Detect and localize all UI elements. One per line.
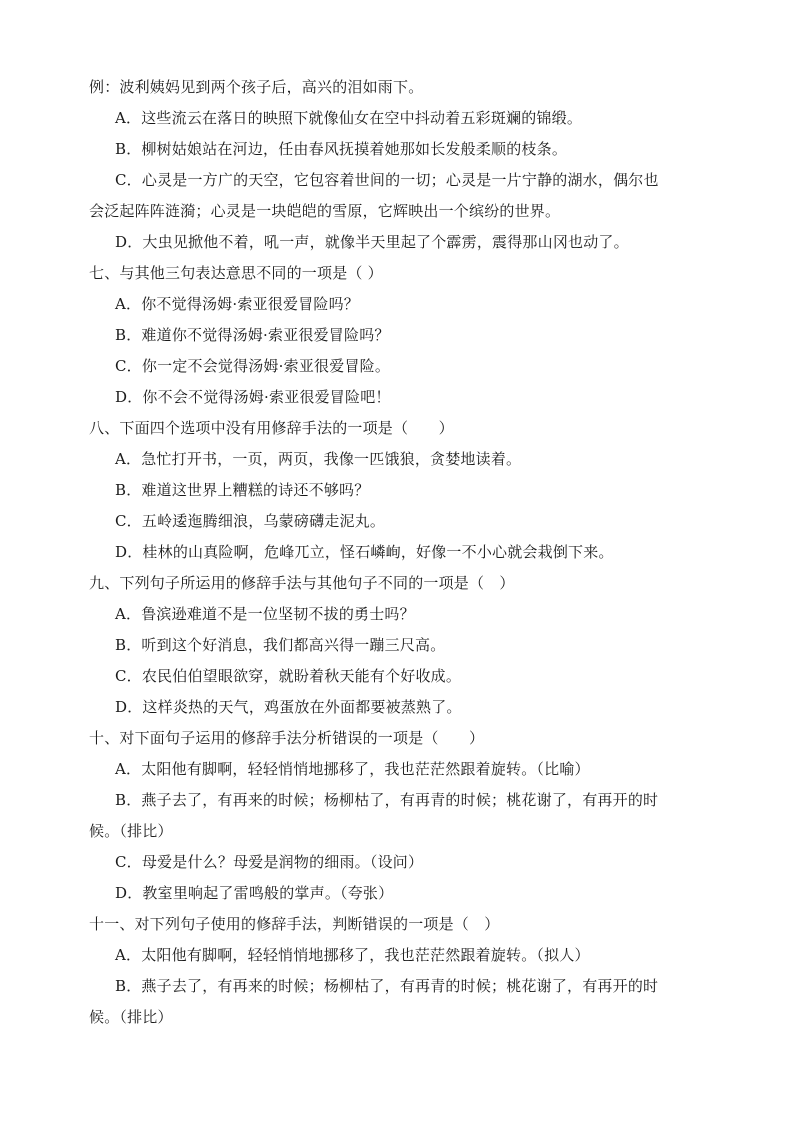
question-9-option-c: C．农民伯伯望眼欲穿，就盼着秋天能有个好收成。 [115, 667, 462, 685]
question-10-option-b: B．燕子去了，有再来的时候；杨柳枯了，有再青的时候；桃花谢了，有再开的时 [115, 791, 659, 809]
question-7-option-c: C．你一定不会觉得汤姆·索亚很爱冒险。 [115, 357, 391, 375]
example-option-d: D．大虫见掀他不着，吼一声，就像半天里起了个霹雳，震得那山冈也动了。 [115, 233, 629, 251]
example-line: 例：波利姨妈见到两个孩子后，高兴的泪如雨下。 [89, 78, 424, 96]
page-content [89, 72, 709, 1033]
question-10-option-b-continued: 候。（排比） [89, 822, 173, 840]
example-option-a: A．这些流云在落日的映照下就像仙女在空中抖动着五彩斑斓的锦缎。 [115, 109, 583, 127]
question-11-option-b: B．燕子去了，有再来的时候；杨柳枯了，有再青的时候；桃花谢了，有再开的时 [115, 977, 659, 995]
question-10-option-c: C．母爱是什么？母爱是润物的细雨。（设问） [115, 853, 424, 871]
question-7-stem: 七、与其他三句表达意思不同的一项是（ ） [89, 264, 383, 282]
question-11-option-b-continued: 候。（排比） [89, 1008, 173, 1026]
question-7-option-a: A．你不觉得汤姆·索亚很爱冒险吗？ [115, 295, 360, 313]
question-10-option-a: A．太阳他有脚啊，轻轻悄悄地挪移了，我也茫茫然跟着旋转。（比喻） [115, 760, 590, 778]
question-8-option-b: B．难道这世界上糟糕的诗还不够吗？ [115, 481, 370, 499]
question-10-option-d: D．教室里响起了雷鸣般的掌声。（夸张） [115, 884, 394, 902]
question-8-stem: 八、下面四个选项中没有用修辞手法的一项是（ ） [89, 419, 454, 437]
question-7-option-b: B．难道你不觉得汤姆·索亚很爱冒险吗？ [115, 326, 390, 344]
question-8-option-c: C．五岭逶迤腾细浪，乌蒙磅礴走泥丸。 [115, 512, 386, 530]
question-7-option-d: D．你不会不觉得汤姆·索亚很爱冒险吧！ [115, 388, 391, 406]
example-option-b: B．柳树姑娘站在河边，任由春风抚摸着她那如长发般柔顺的枝条。 [115, 140, 568, 158]
example-option-c-continued: 会泛起阵阵涟漪；心灵是一块皑皑的雪原，它辉映出一个缤纷的世界。 [89, 202, 561, 220]
question-8-option-a: A．急忙打开书，一页，两页，我像一匹饿狼，贪婪地读着。 [115, 450, 522, 468]
question-9-option-b: B．听到这个好消息，我们都高兴得一蹦三尺高。 [115, 636, 446, 654]
question-9-option-a: A．鲁滨逊难道不是一位坚韧不拔的勇士吗？ [115, 605, 415, 623]
question-11-option-a: A．太阳他有脚啊，轻轻悄悄地挪移了，我也茫茫然跟着旋转。（拟人） [115, 946, 590, 964]
example-option-c: C．心灵是一方广的天空，它包容着世间的一切；心灵是一片宁静的湖水，偶尔也 [115, 171, 659, 189]
question-11-stem: 十一、对下列句子使用的修辞手法，判断错误的一项是（ ） [89, 915, 500, 933]
question-9-stem: 九、下列句子所运用的修辞手法与其他句子不同的一项是（ ） [89, 574, 515, 592]
question-8-option-d: D．桂林的山真险啊，危峰兀立，怪石嶙峋，好像一不小心就会栽倒下来。 [115, 543, 614, 561]
question-9-option-d: D．这样炎热的天气，鸡蛋放在外面都要被蒸熟了。 [115, 698, 462, 716]
question-10-stem: 十、对下面句子运用的修辞手法分析错误的一项是（ ） [89, 729, 485, 747]
